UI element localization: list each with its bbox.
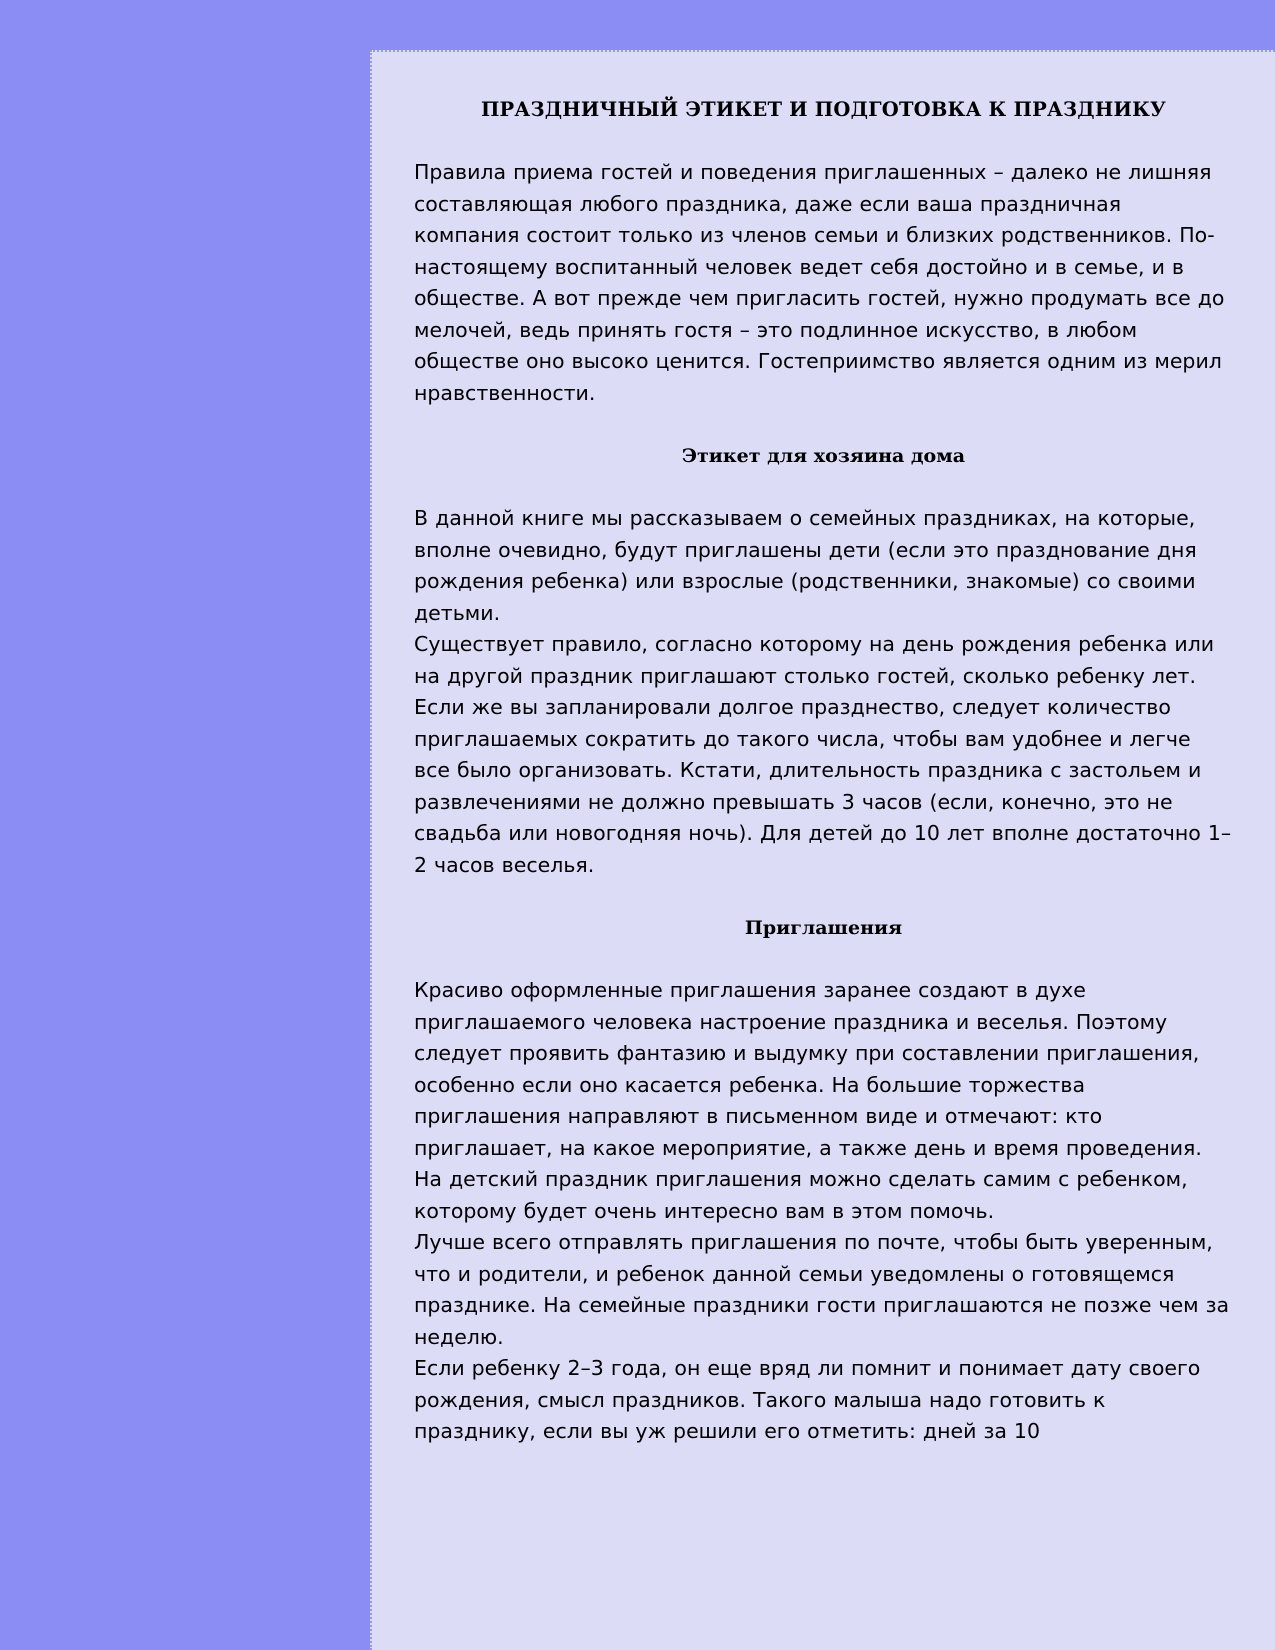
document-page [370,50,1275,1650]
section-paragraph: Лучше всего отправлять приглашения по почте, чтобы быть уверенным, что и родители, и ребенок данной семьи уведомлены о готовящемся празднике. На семейные праздники гости приглашаются не позже чем за неделю. [414,1230,1230,1349]
spacer [414,409,1233,445]
section-heading-host-etiquette: Этикет для хозяина дома [681,445,966,467]
spacer [414,467,1233,503]
section-paragraph: Красиво оформленные приглашения заранее создают в духе приглашаемого человека настроение праздника и веселья. Поэтому следует проявить фантазию и выдумку при составлении приглашения, особенно если оно касается ребенка. На большие торжества приглашения направляют в письменном виде и отмечают: кто приглашает, на какое мероприятие, а также день и время проведения. На детский праздник приглашения можно сделать самим с ребенком, которому будет очень интересно вам в этом помочь. [414,978,1202,1223]
section-heading-invitations: Приглашения [744,917,903,939]
page-title: ПРАЗДНИЧНЫЙ ЭТИКЕТ И ПОДГОТОВКА К ПРАЗДНИКУ [480,98,1167,121]
page-content [372,52,1275,1448]
spacer [414,121,1233,157]
intro-paragraph: Правила приема гостей и поведения приглашенных – далеко не лишняя составляющая любого праздника, даже если ваша праздничная компания состоит только из членов семьи и близких родственников. По-настоящему воспитанный человек ведет себя достойно и в семье, и в обществе. А вот прежде чем пригласить гостей, нужно продумать все до мелочей, ведь принять гостя – это подлинное искусство, в любом обществе оно высоко ценится. Гостеприимство является одним из мерил нравственности. [414,160,1225,405]
section-paragraph: Существует правило, согласно которому на день рождения ребенка или на другой праздник приглашают столько гостей, сколько ребенку лет. Если же вы запланировали долгое празднество, следует количество приглашаемых сократить до такого числа, чтобы вам удобнее и легче все было организовать. Кстати, длительность праздника с застольем и развлечениями не должно превышать 3 часов (если, конечно, это не свадьба или новогодняя ночь). Для детей до 10 лет вполне достаточно 1–2 часов веселья. [414,632,1232,877]
spacer [414,881,1233,917]
section-paragraph: Если ребенку 2–3 года, он еще вряд ли помнит и понимает дату своего рождения, смысл праздников. Такого малыша надо готовить к празднику, если вы уж решили его отметить: дней за 10 [414,1356,1201,1443]
section-paragraph: В данной книге мы рассказываем о семейных праздниках, на которые, вполне очевидно, будут приглашены дети (если это празднование дня рождения ребенка) или взрослые (родственники, знакомые) со своими детьми. [414,506,1197,625]
spacer [414,939,1233,975]
